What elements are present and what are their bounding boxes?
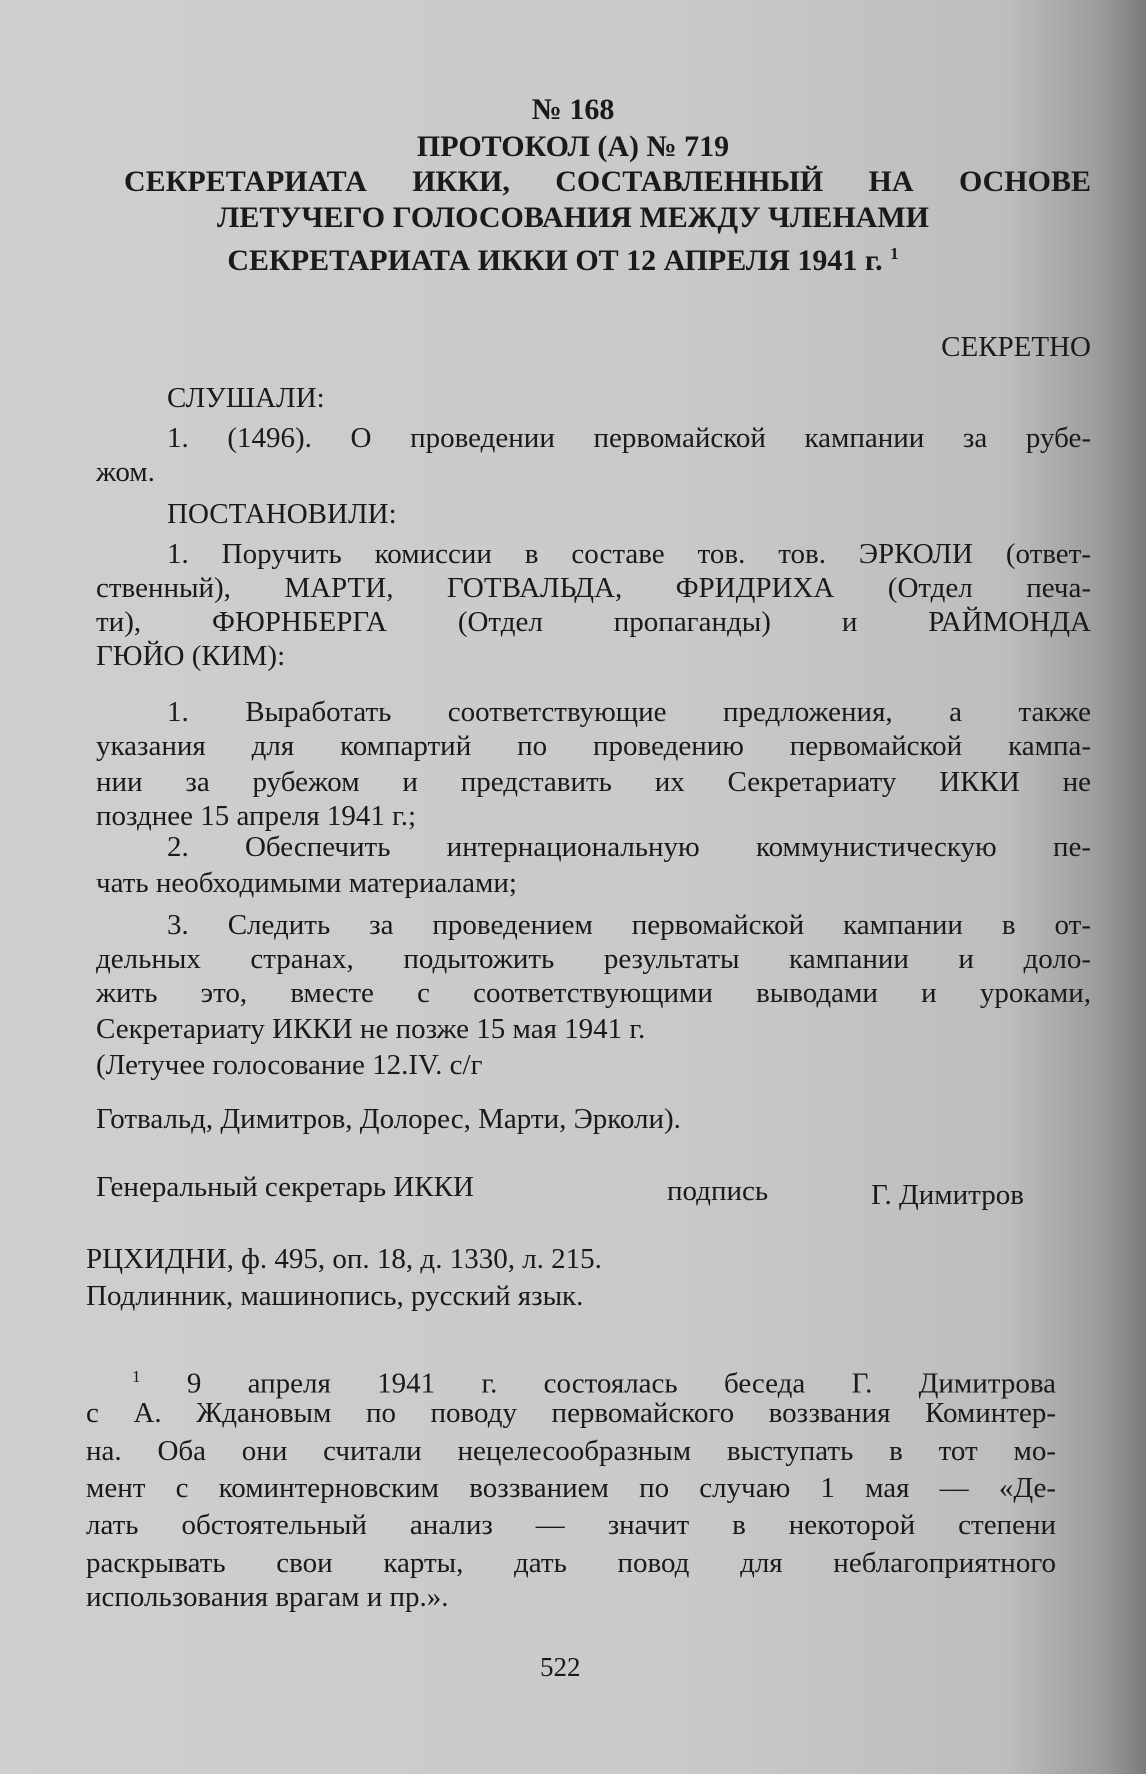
body-line: жом.	[96, 456, 155, 488]
body-line: 2. Обеспечить интернациональную коммунистическую пе-	[167, 831, 1091, 863]
footnote-line: раскрывать свои карты, дать повод для неблагоприятного	[86, 1547, 1056, 1579]
body-line: позднее 15 апреля 1941 г.;	[96, 800, 417, 832]
footnote-mark: 1	[132, 1367, 141, 1386]
body-line: 1. Выработать соответствующие предложения, а также	[167, 696, 1091, 728]
protocol-title: ПРОТОКОЛ (А) № 719	[416, 130, 730, 163]
body-line: нии за рубежом и представить их Секретариату ИККИ не	[96, 766, 1091, 798]
footnote-line: лать обстоятельный анализ — значит в некоторой степени	[86, 1509, 1056, 1541]
footnote-line: использования врагам и пр.».	[86, 1581, 449, 1613]
signature-mark: подпись	[667, 1175, 769, 1207]
footnote-line: мент с коминтерновским воззванием по случаю 1 мая — «Де-	[86, 1472, 1056, 1504]
footnote-ref: 1	[890, 244, 899, 263]
footnote-line: на. Оба они считали нецелесообразным выступать в тот мо-	[86, 1435, 1056, 1467]
body-line: указания для компартий по проведению первомайской кампа-	[96, 730, 1091, 762]
title-line	[0, 237, 1136, 278]
footnote-text: 9 апреля 1941 г. состоялась беседа Г. Димитрова	[186, 1367, 1057, 1400]
signatory-title: Генеральный секретарь ИККИ	[96, 1171, 474, 1203]
body-line: 1. (1496). О проведении первомайской кампании за рубе-	[167, 422, 1091, 454]
footnote-line: с А. Ждановым по поводу первомайского воззвания Коминтер-	[86, 1397, 1056, 1429]
body-line: ственный), МАРТИ, ГОТВАЛЬДА, ФРИДРИХА (Отдел печа-	[96, 572, 1091, 604]
title-line: ЛЕТУЧЕГО ГОЛОСОВАНИЯ МЕЖДУ ЧЛЕНАМИ	[217, 201, 929, 234]
body-line: 1. Поручить комиссии в составе тов. тов. ЭРКОЛИ (ответ-	[167, 538, 1091, 570]
title-line: СЕКРЕТАРИАТА ИККИ, СОСТАВЛЕННЫЙ НА ОСНОВЕ	[124, 165, 1091, 198]
body-line: жить это, вместе с соответствующими выводами и уроками,	[96, 977, 1091, 1009]
resolved-label: ПОСТАНОВИЛИ:	[167, 498, 397, 530]
footnote-line	[132, 1360, 1056, 1401]
body-line: ГЮЙО (КИМ):	[96, 640, 286, 672]
document-note: Подлинник, машинопись, русский язык.	[86, 1280, 584, 1312]
document-number: № 168	[531, 93, 615, 126]
signatory-name: Г. Димитров	[871, 1179, 1024, 1211]
title-text: СЕКРЕТАРИАТА ИККИ ОТ 12 АПРЕЛЯ 1941 г.	[227, 244, 883, 277]
body-line: ти), ФЮРНБЕРГА (Отдел пропаганды) и РАЙМОНДА	[96, 606, 1091, 638]
heard-label: СЛУШАЛИ:	[167, 382, 325, 414]
body-line: дельных странах, подытожить результаты кампании и доло-	[96, 943, 1091, 975]
body-line: чать необходимыми материалами;	[96, 867, 517, 899]
body-line: 3. Следить за проведением первомайской кампании в от-	[167, 909, 1091, 941]
body-line: Секретариату ИККИ не позже 15 мая 1941 г.	[96, 1013, 646, 1045]
archive-reference: РЦХИДНИ, ф. 495, оп. 18, д. 1330, л. 215.	[86, 1243, 602, 1275]
body-line: Готвальд, Димитров, Долорес, Марти, Эрколи).	[96, 1103, 681, 1135]
page-number: 522	[540, 1652, 581, 1682]
classification-stamp: СЕКРЕТНО	[941, 331, 1091, 363]
body-line: (Летучее голосование 12.IV. с/г	[96, 1049, 483, 1081]
